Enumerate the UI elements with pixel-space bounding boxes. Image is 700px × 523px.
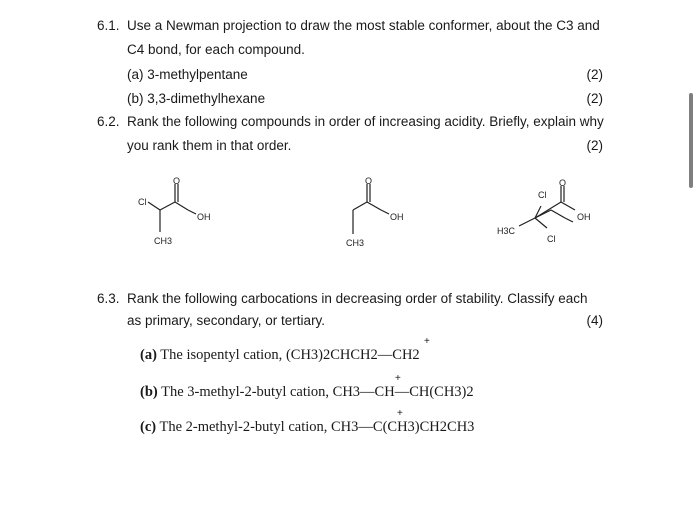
q61-part-b-marks: (2) xyxy=(586,91,603,106)
q63-cation-a xyxy=(140,346,420,364)
molecule-2-oh-label: OH xyxy=(390,212,404,222)
q62-line1: Rank the following compounds in order of increasing acidity. Briefly, explain why xyxy=(127,114,604,129)
q62-number: 6.2. xyxy=(97,114,120,129)
q63-cation-a-text: The isopentyl cation, xyxy=(160,347,283,363)
q63-marks: (4) xyxy=(586,313,603,328)
q61-line2: C4 bond, for each compound. xyxy=(127,42,305,57)
q63-cation-a-label: (a) xyxy=(140,347,157,363)
molecule-3-cl-top-label: Cl xyxy=(538,190,547,200)
q63-cation-c-formula: CH3—C(CH3)CH2CH3 xyxy=(331,419,475,435)
q62-marks: (2) xyxy=(586,138,603,153)
q63-line2: as primary, secondary, or tertiary. xyxy=(127,313,326,328)
q61-number: 6.1. xyxy=(97,18,120,33)
q63-cation-b-formula: CH3—CH—CH(CH3)2 xyxy=(332,384,474,400)
q63-cation-a-formula: (CH3)2CHCH2—CH2 xyxy=(285,347,420,363)
molecule-3-oh-label: OH xyxy=(577,212,591,222)
molecule-1-oh-label: OH xyxy=(197,212,211,222)
molecule-3-o-label: O xyxy=(559,178,567,188)
q63-cation-c xyxy=(140,418,474,436)
scrollbar-thumb[interactable] xyxy=(689,93,693,188)
q61-part-a-marks: (2) xyxy=(586,67,603,82)
q63-line1: Rank the following carbocations in decreasing order of stability. Classify each xyxy=(127,291,588,306)
molecule-1-structure xyxy=(130,176,220,254)
molecule-2-ch3-label: CH3 xyxy=(346,238,365,248)
molecule-1-o-label: O xyxy=(173,176,181,186)
molecule-2-o-label: O xyxy=(365,176,373,186)
q63-cation-c-text: The 2-methyl-2-butyl cation, xyxy=(159,419,328,435)
cation-a-charge: + xyxy=(424,336,430,347)
cation-c-charge: + xyxy=(397,408,403,419)
q61-part-b: (b) 3,3-dimethylhexane xyxy=(127,91,266,106)
molecule-3-h3c-label: H3C xyxy=(497,226,516,236)
q63-cation-b xyxy=(140,383,474,401)
cation-b-charge: + xyxy=(395,373,401,384)
q63-cation-b-text: The 3-methyl-2-butyl cation, xyxy=(161,384,330,400)
molecule-2-structure xyxy=(335,176,425,254)
molecule-3-structure xyxy=(495,176,610,254)
molecule-3-cl-bottom-label: Cl xyxy=(547,234,556,244)
molecule-1-cl-label: Cl xyxy=(138,197,147,207)
q61-line1: Use a Newman projection to draw the most stable conformer, about the C3 and xyxy=(127,18,600,33)
q63-cation-c-label: (c) xyxy=(140,419,157,435)
molecule-1-ch3-label: CH3 xyxy=(154,236,173,246)
q61-part-a: (a) 3-methylpentane xyxy=(127,67,248,82)
q63-cation-b-label: (b) xyxy=(140,384,158,400)
q62-line2: you rank them in that order. xyxy=(127,138,292,153)
q63-number: 6.3. xyxy=(97,291,120,306)
